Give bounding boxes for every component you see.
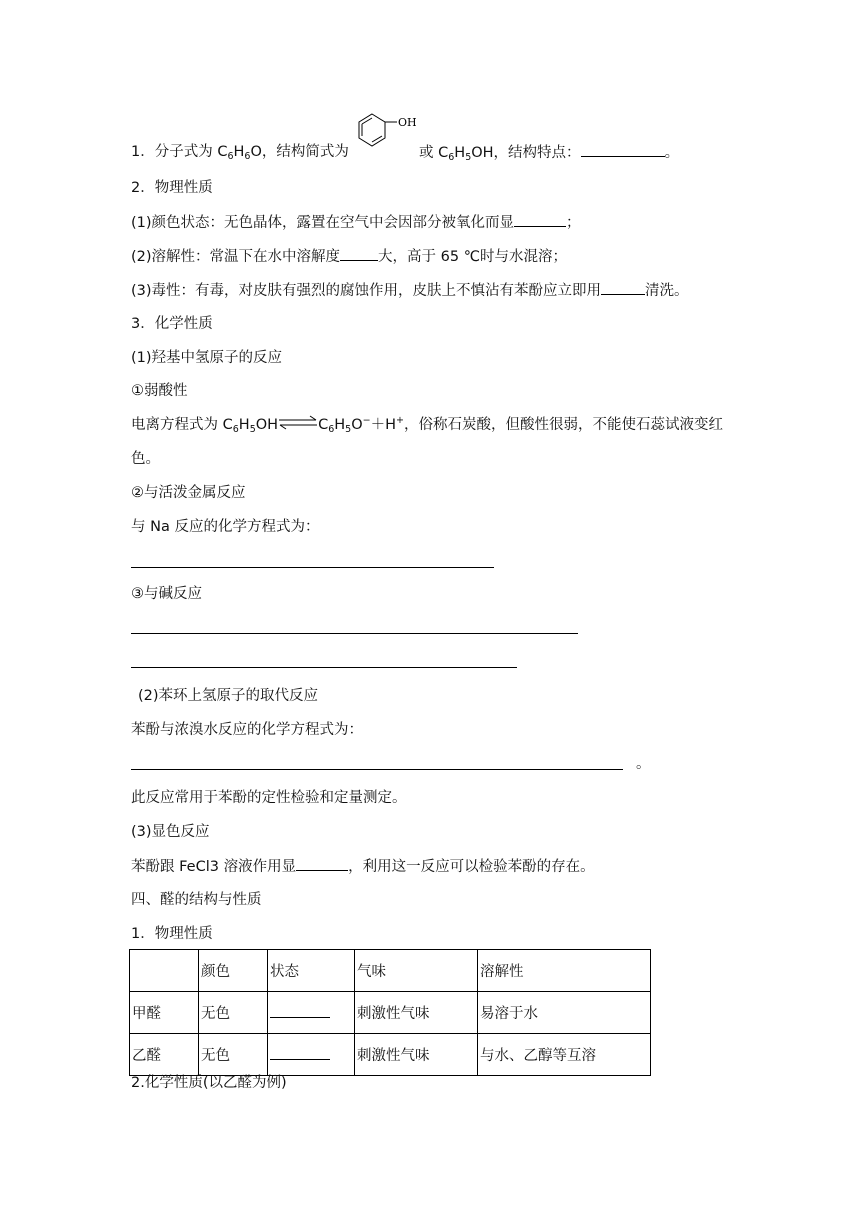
table-cell [268, 1034, 355, 1076]
table-row [130, 1034, 651, 1076]
table-cell: 甲醛 [130, 992, 199, 1034]
table-cell: 乙醛 [130, 1034, 199, 1076]
table-header-row [130, 950, 651, 992]
table-cell: 刺激性气味 [355, 1034, 478, 1076]
state-blank [270, 1045, 330, 1060]
table-cell: 无色 [199, 1034, 268, 1076]
aldehyde-physical-title: 1．物理性质 [131, 926, 213, 942]
bromine-reaction-label: 苯酚与浓溴水反应的化学方程式为： [131, 722, 363, 738]
equilibrium-arrow-icon [278, 415, 318, 431]
table-header-cell: 气味 [355, 950, 478, 992]
table-row [130, 992, 651, 1034]
base-answer-line-1 [131, 633, 578, 634]
color-reaction-heading: (3)显色反应 [131, 824, 210, 840]
section-3-title: 3．化学性质 [131, 316, 213, 332]
table-header-cell: 状态 [268, 950, 355, 992]
prop-color: (1)颜色状态：无色晶体，露置在空气中会因部分被氧化而显 ； [131, 212, 581, 233]
prop-solubility: (2)溶解性：常温下在水中溶解度 大，高于 65 ℃时与水混溶； [131, 246, 567, 267]
ionization-line-cont: 色。 [131, 451, 160, 467]
table-cell [268, 992, 355, 1034]
hydroxyl-heading: (1)羟基中氢原子的反应 [131, 350, 283, 366]
prop-toxicity: (3)毒性：有毒，对皮肤有强烈的腐蚀作用，皮肤上不慎沾有苯酚应立即用 清洗。 [131, 280, 689, 301]
ring-substitution-heading: (2)苯环上氢原子的取代反应 [138, 688, 319, 704]
table-cell: 易溶于水 [478, 992, 651, 1034]
sodium-answer-line [131, 567, 494, 568]
table-cell: 与水、乙醇等互溶 [478, 1034, 651, 1076]
aldehyde-chemical-title: 2.化学性质(以乙醛为例) [131, 1075, 287, 1091]
section-2-title: 2．物理性质 [131, 180, 213, 196]
state-blank [270, 1003, 330, 1018]
sodium-reaction-label: 与 Na 反应的化学方程式为： [131, 519, 320, 535]
toxicity-blank [601, 280, 645, 295]
table-header-cell: 溶解性 [478, 950, 651, 992]
phenol-structure-icon [352, 111, 422, 161]
test-usage-note: 此反应常用于苯酚的定性检验和定量测定。 [131, 790, 407, 806]
section-4-title: 四、醛的结构与性质 [131, 892, 262, 908]
aldehyde-properties-table [129, 949, 651, 1076]
table-cell: 无色 [199, 992, 268, 1034]
table-cell: 刺激性气味 [355, 992, 478, 1034]
ionization-line: 电离方程式为 $C_6H_5OH$ $C_6H_5O^-+H^+$，俗称石炭酸，但酸性很弱，不能使石蕊试液变红 [131, 415, 723, 435]
table-header-cell: 颜色 [199, 950, 268, 992]
formula-line: 1．分子式为 $C_6H_6O$，结构简式为 [131, 144, 349, 162]
active-metal-heading: ②与活泼金属反应 [131, 485, 246, 501]
bromine-answer-end: 。 [636, 756, 651, 772]
fecl3-blank [296, 856, 348, 871]
bromine-answer-line [131, 769, 623, 770]
fecl3-line: 苯酚跟 FeCl3 溶液作用显 ，利用这一反应可以检验苯酚的存在。 [131, 856, 595, 877]
structure-blank [581, 142, 665, 157]
base-reaction-heading: ③与碱反应 [131, 586, 202, 602]
table-header-cell [130, 950, 199, 992]
base-answer-line-2 [131, 667, 517, 668]
weak-acid-heading: ①弱酸性 [131, 383, 188, 399]
color-blank [514, 212, 566, 227]
oh-label: OH [398, 116, 417, 129]
solubility-blank [340, 246, 378, 261]
formula-line-cont: 或 $C_6H_5OH$，结构特点： 。 [419, 142, 679, 163]
